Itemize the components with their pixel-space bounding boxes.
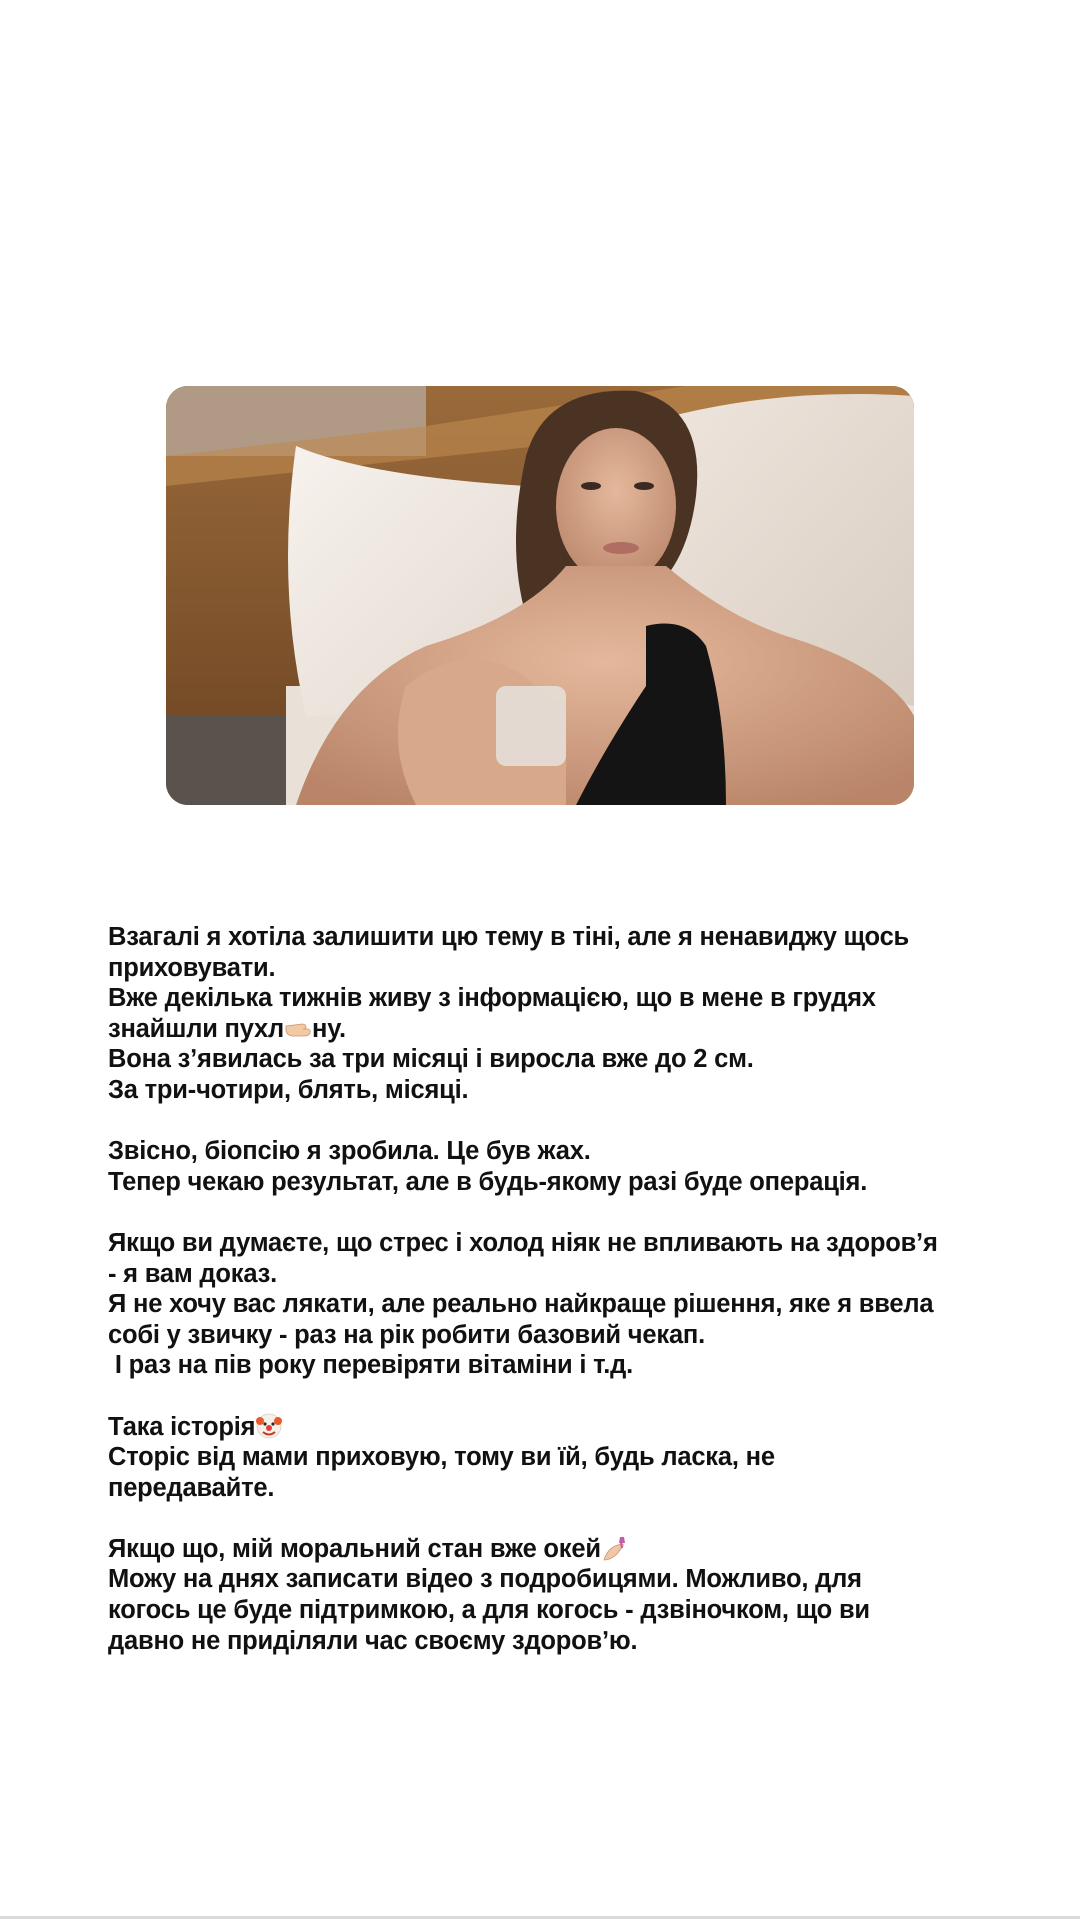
text-line: давно не приділяли час своєму здоровʼю.: [108, 1626, 638, 1655]
text-line: Звісно, біопсію я зробила. Це був жах.: [108, 1137, 591, 1166]
text-line: собі у звичку - раз на рік робити базовий чекап.: [108, 1320, 706, 1349]
paragraph-3: [108, 1228, 988, 1381]
text-fragment: знайшли пухл: [108, 1014, 285, 1043]
text-line: приховувати.: [108, 953, 276, 982]
text-line: Якщо ви думаєте, що стрес і холод ніяк не впливають на здоровʼя: [108, 1228, 938, 1257]
text-line: І раз на пів року перевіряти вітаміни і т.д.: [108, 1351, 633, 1380]
text-line: - я вам доказ.: [108, 1259, 277, 1288]
text-line-with-emoji: [108, 1534, 988, 1565]
text-line: передавайте.: [108, 1473, 275, 1502]
nail-polish-emoji: [601, 1534, 629, 1562]
text-line-with-emoji: [108, 1014, 988, 1045]
text-line: Взагалі я хотіла залишити цю тему в тіні, але я ненавиджу щось: [108, 923, 910, 951]
story-text: [108, 922, 988, 1687]
paragraph-1: [108, 922, 988, 1106]
text-fragment: ну.: [312, 1014, 346, 1043]
text-line: Можу на днях записати відео з подробицями. Можливо, для: [108, 1565, 862, 1594]
text-line: Вже декілька тижнів живу з інформацією, що в мене в грудях: [108, 984, 876, 1013]
paragraph-2: [108, 1136, 988, 1197]
text-line: Тепер чекаю результат, але в будь-якому разі буде операція.: [108, 1167, 868, 1196]
text-fragment: Якщо що, мій моральний стан вже окей: [108, 1534, 601, 1563]
text-line: Я не хочу вас лякати, але реально найкраще рішення, яке я ввела: [108, 1290, 934, 1319]
paragraph-5: [108, 1534, 988, 1656]
pointing-hand-emoji: [284, 1014, 312, 1042]
text-fragment: Така історія: [108, 1412, 256, 1441]
text-line: Сторіс від мами приховую, тому ви їй, будь ласка, не: [108, 1443, 775, 1472]
text-line: За три-чотири, блять, місяці.: [108, 1075, 469, 1104]
paragraph-4: [108, 1412, 988, 1504]
woman-in-bed-image: [166, 386, 914, 805]
text-line-with-emoji: [108, 1412, 988, 1443]
text-line: Вона зʼявилась за три місяці і виросла вже до 2 см.: [108, 1045, 754, 1074]
story-photo: [166, 386, 914, 805]
text-line: когось це буде підтримкою, а для когось - дзвіночком, що ви: [108, 1596, 870, 1625]
clown-face-emoji: [255, 1412, 283, 1440]
